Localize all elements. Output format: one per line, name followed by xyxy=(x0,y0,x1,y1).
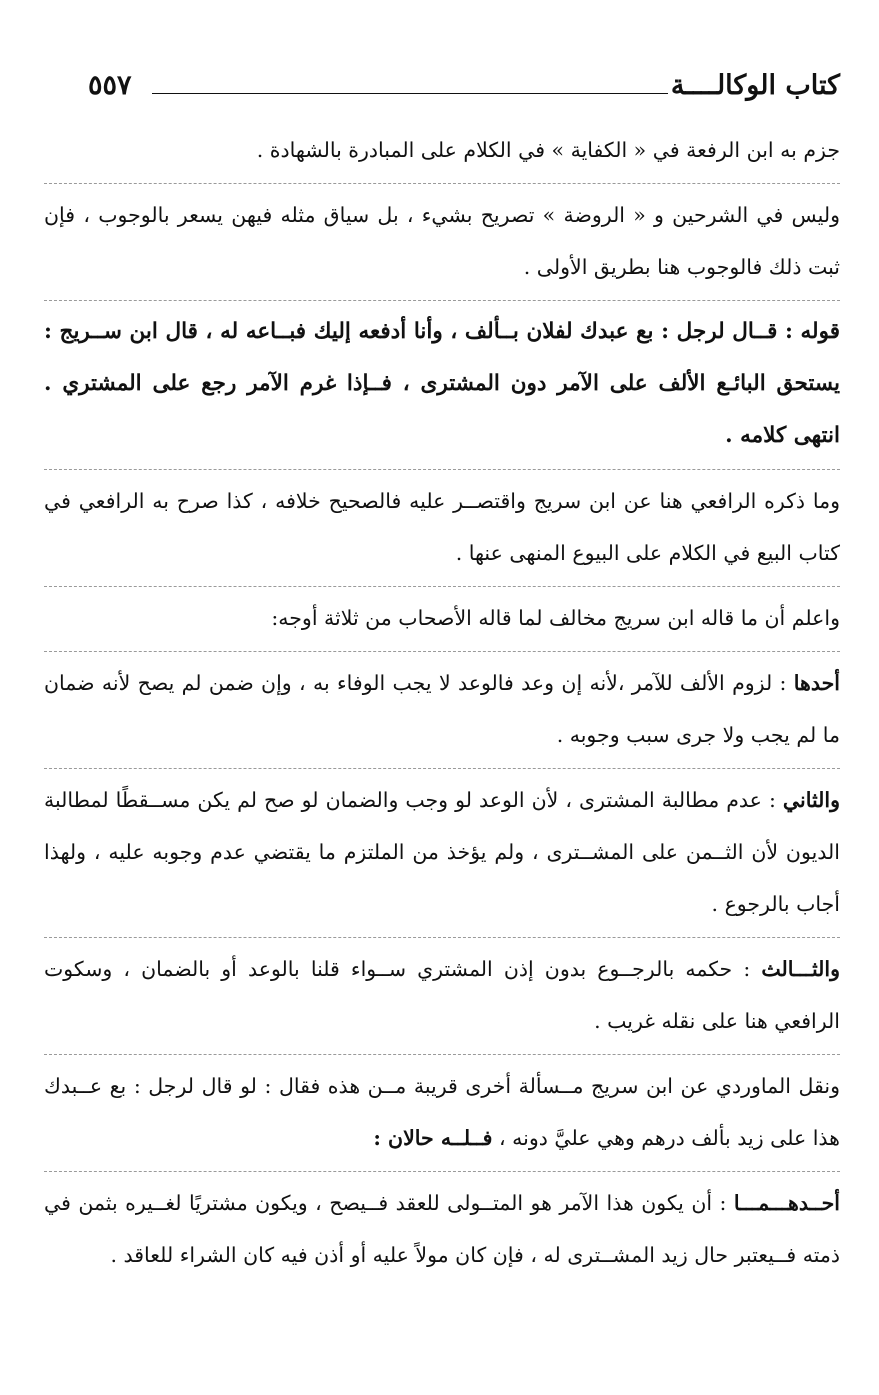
paragraph-9 xyxy=(44,1060,840,1172)
page-body xyxy=(44,124,840,1293)
paragraph-7 xyxy=(44,774,840,938)
paragraph-lead: أحدها xyxy=(793,671,840,695)
paragraph-text: : عدم مطالبة المشترى ، لأن الوعد لو وجب والضمان لو صح لم يكن مســقطًا لمطالبة الديون لأن الثــمن على المشــترى ، ولم يؤخذ من الملتزم ما يقتضي عدم وجوبه عليه ، ولهذا أجاب بالرجوع . xyxy=(44,788,840,916)
paragraph-8 xyxy=(44,943,840,1055)
paragraph-text: : لزوم الألف للآمر ،لأنه إن وعد فالوعد لا يجب الوفاء به ، وإن ضمن لم يصح لأنه ضمان ما لم يجب ولا جرى سبب وجوبه . xyxy=(44,671,840,747)
paragraph-10 xyxy=(44,1177,840,1288)
paragraph-6 xyxy=(44,657,840,769)
paragraph-text: جزم به ابن الرفعة في « الكفاية » في الكلام على المبادرة بالشهادة . xyxy=(256,138,840,162)
paragraph-1 xyxy=(44,124,840,184)
paragraph-text: ونقل الماوردي عن ابن سريج مــسألة أخرى قريبة مــن هذه فقال : لو قال لرجل : بع عــبدك هذا على زيد بألف درهم وهي عليَّ دونه ، xyxy=(44,1074,840,1150)
page-header xyxy=(88,66,840,114)
page-number: ٥٥٧ xyxy=(88,70,132,101)
paragraph-text: : حكمه بالرجــوع بدون إذن المشتري ســواء قلنا بالوعد أو بالضمان ، وسكوت الرافعي هنا على نقله غريب . xyxy=(44,957,840,1033)
paragraph-lead: أحــدهـــمـــا xyxy=(733,1191,840,1215)
paragraph-text: قوله : قــال لرجل : بع عبدك لفلان بــألف ، وأنا أدفعه إليك فبــاعه له ، قال ابن ســريج : يستحق البائـع الألف على الآمر دون المشترى ، فــإذا غرم الآمر رجع على المشتري . انتهى كلامه . xyxy=(44,319,840,448)
header-rule xyxy=(152,93,668,94)
paragraph-lead: والثاني xyxy=(782,788,840,812)
paragraph-text: : أن يكون هذا الآمر هو المتــولى للعقد فــيصح ، ويكون مشتريًا لغــيره بثمن في ذمته فــيعتبر حال زيد المشــترى له ، فإن كان مولاً عليه أو أذن فيه كان الشراء للعاقد . xyxy=(44,1191,840,1267)
running-title: كتاب الوكالــــة xyxy=(670,70,840,101)
paragraph-5 xyxy=(44,592,840,652)
paragraph-2 xyxy=(44,189,840,301)
quoted-statement xyxy=(44,306,840,470)
paragraph-text: وليس في الشرحين و « الروضة » تصريح بشيء ، بل سياق مثله فيهن يسعر بالوجوب ، فإن ثبت ذلك فالوجوب هنا بطريق الأولى . xyxy=(44,203,840,279)
paragraph-lead: والثـــالث xyxy=(761,957,840,981)
paragraph-text: وما ذكره الرافعي هنا عن ابن سريج واقتصــر عليه فالصحيح خلافه ، كذا صرح به الرافعي في كتاب البيع في الكلام على البيوع المنهى عنها . xyxy=(44,489,840,565)
paragraph-text: واعلم أن ما قاله ابن سريج مخالف لما قاله الأصحاب من ثلاثة أوجه: xyxy=(271,606,840,630)
paragraph-4 xyxy=(44,475,840,587)
paragraph-tail: فــلــه حالان : xyxy=(373,1126,493,1150)
